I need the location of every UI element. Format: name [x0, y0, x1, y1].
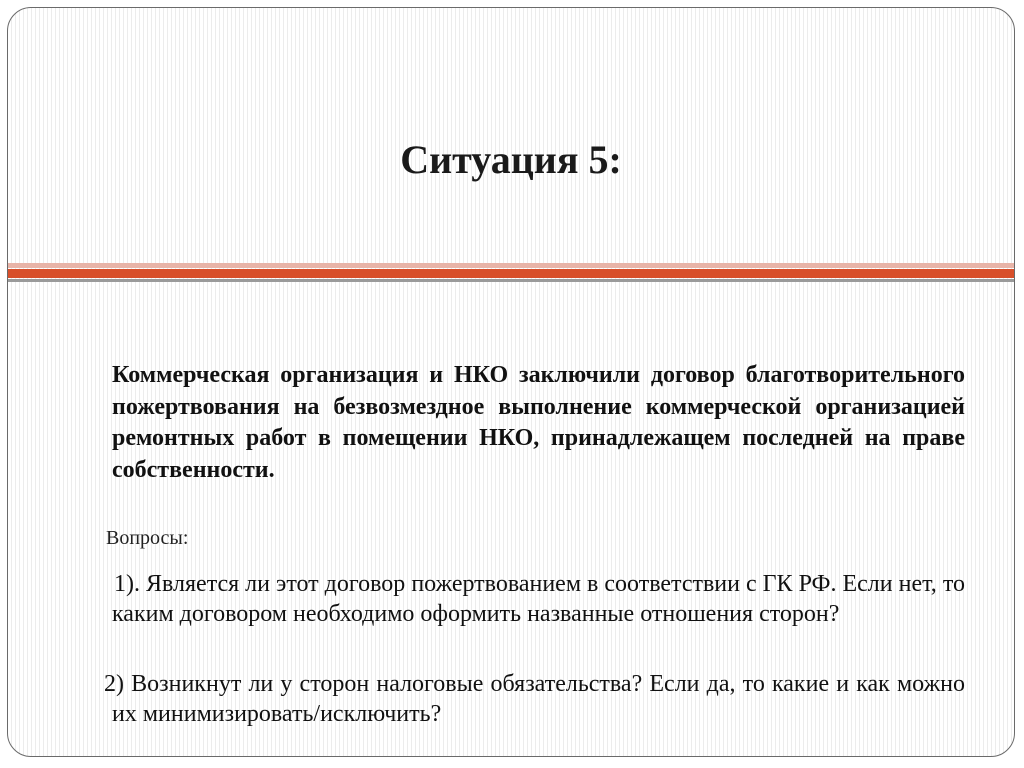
question-2: 2) Возникнут ли у сторон налоговые обязательства? Если да, то какие и как можно их минимизировать/исключить?: [104, 671, 965, 727]
divider-accent-stripe: [8, 269, 1014, 278]
situation-description: Коммерческая организация и НКО заключили договор благотворительного пожертвования на безвозмездное выполнение коммерческой организацией ремонтных работ в помещении НКО, принадлежащем последней на праве собственности.: [112, 362, 965, 483]
slide-title: Ситуация 5:: [400, 137, 622, 182]
divider-light-stripe: [8, 263, 1014, 268]
questions-label: Вопросы:: [106, 527, 189, 549]
divider-gray-stripe: [8, 279, 1014, 282]
question-1: 1). Является ли этот договор пожертвованием в соответствии с ГК РФ. Если нет, то каким договором необходимо оформить названные отношения сторон?: [112, 571, 965, 627]
slide: [7, 7, 1015, 757]
